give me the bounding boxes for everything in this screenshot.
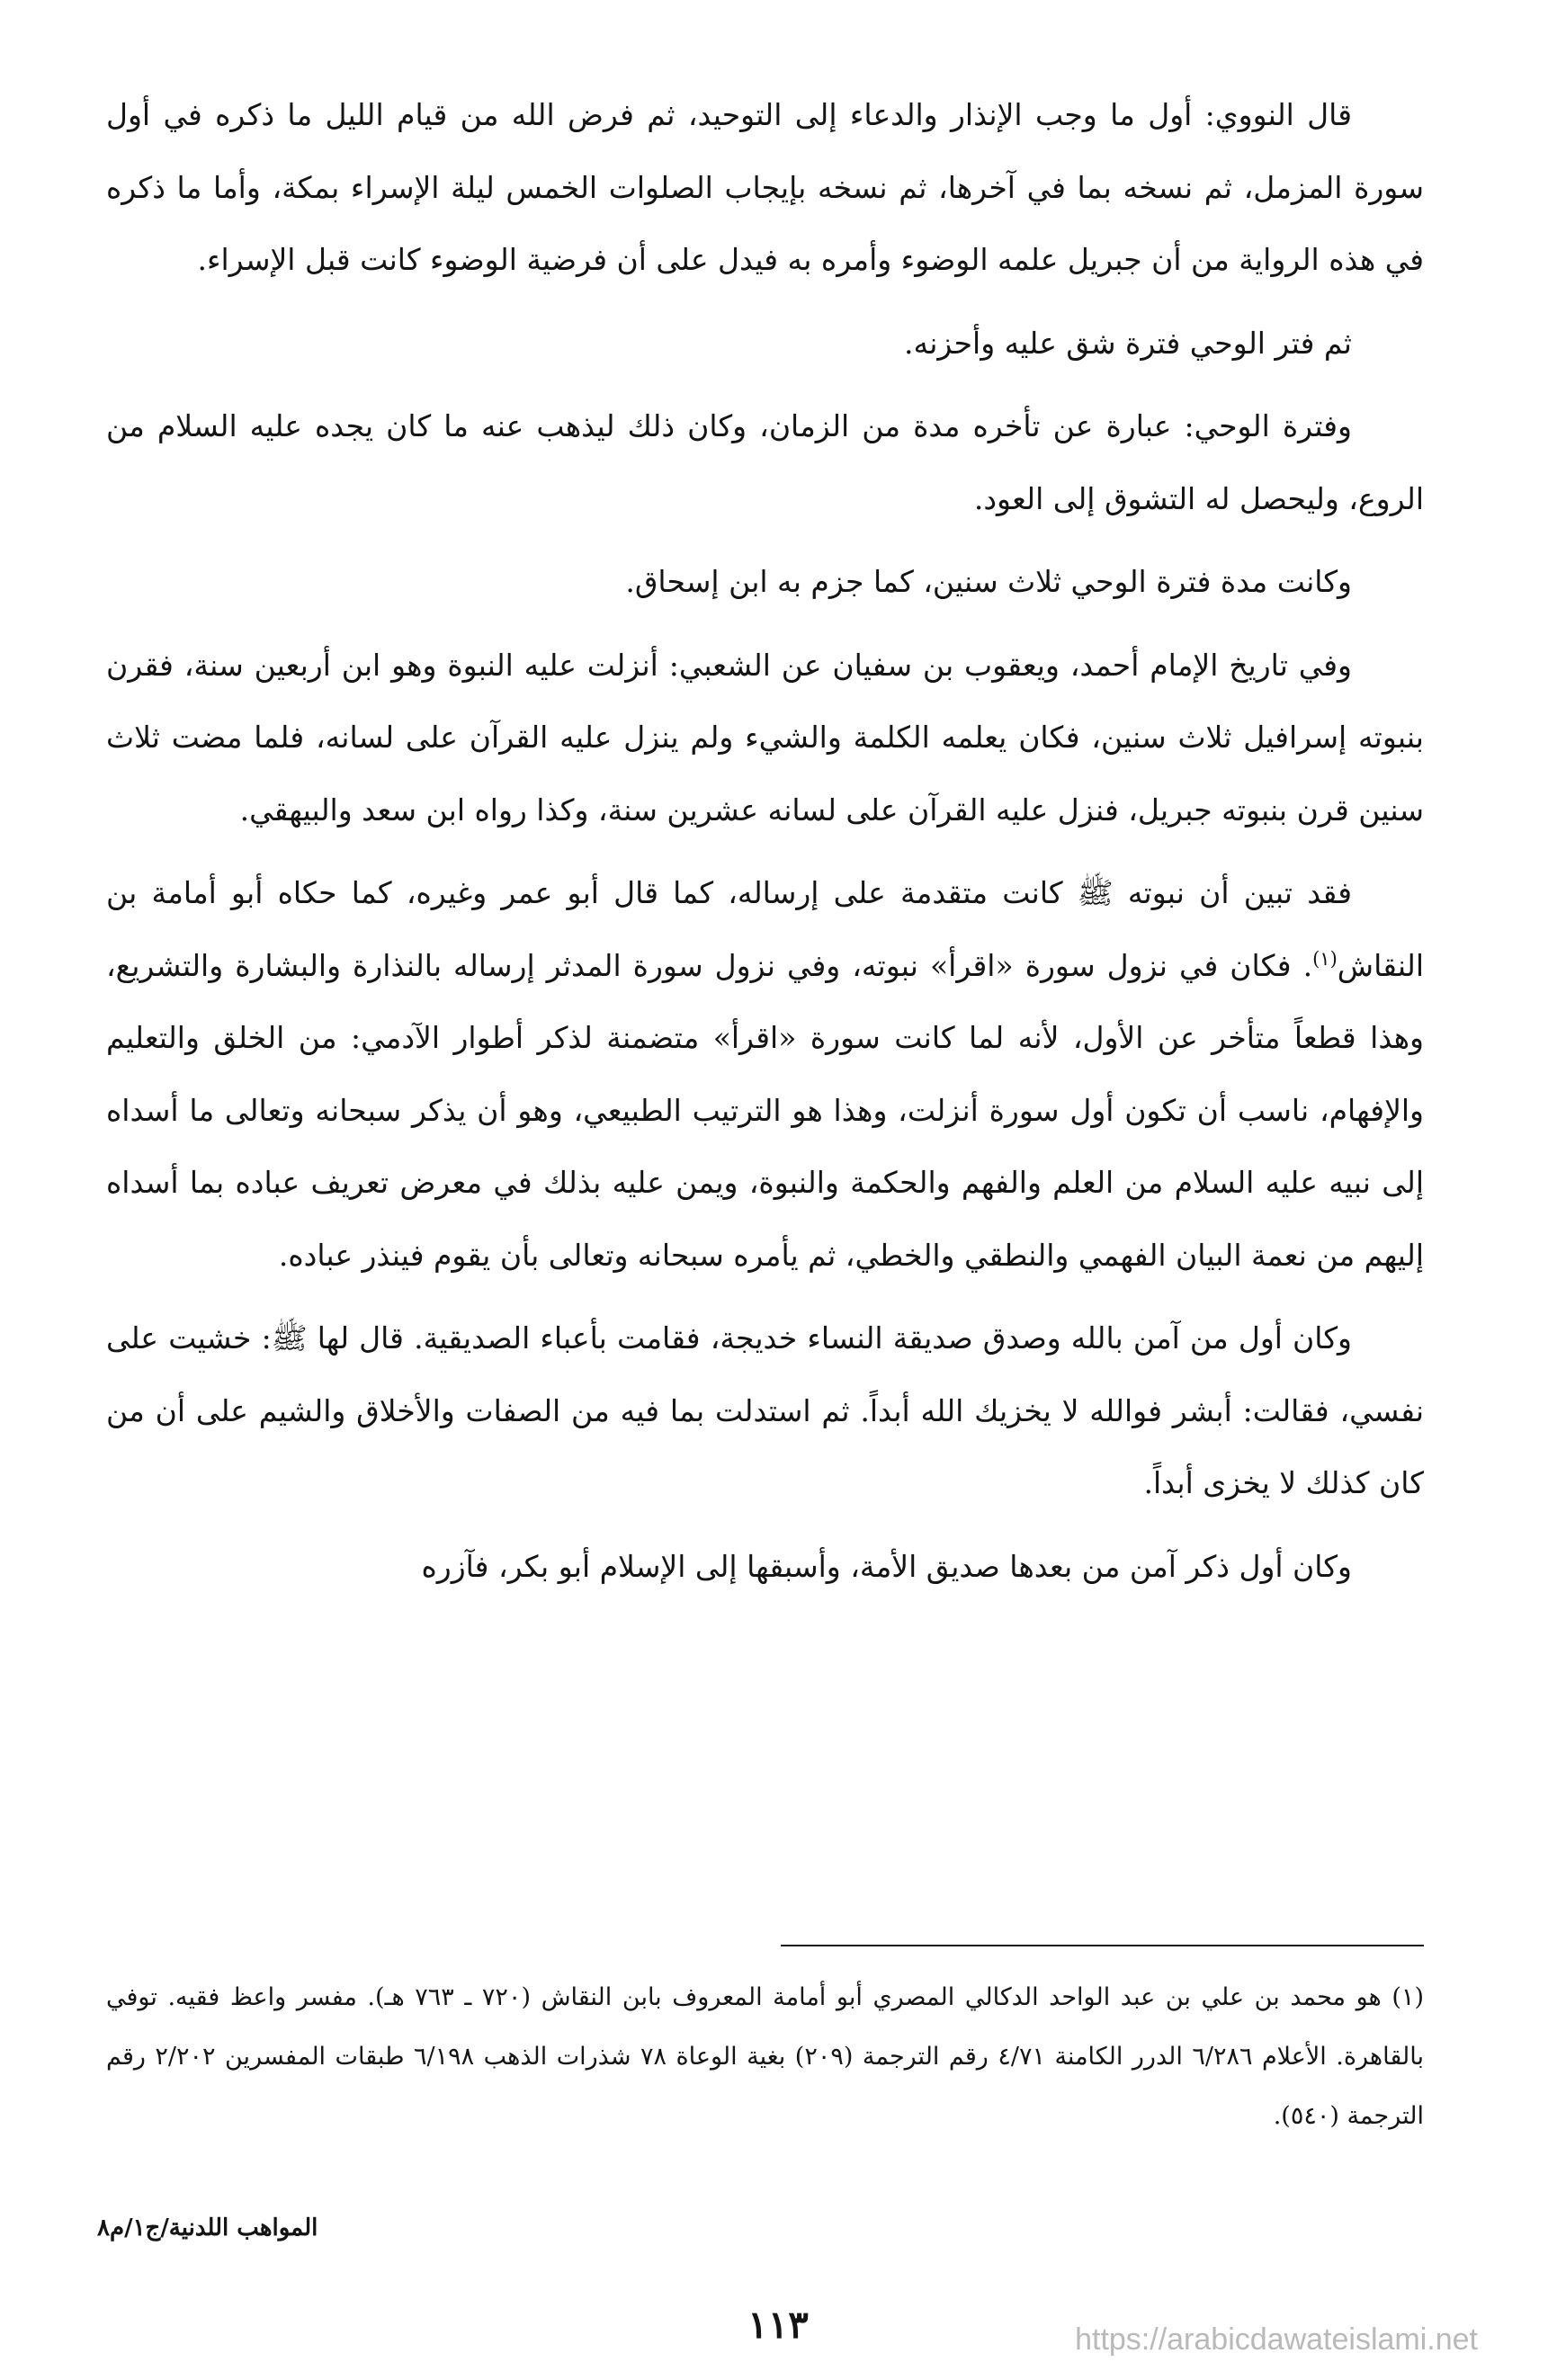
paragraph-khadija: وكان أول من آمن بالله وصدق صديقة النساء خديجة، فقامت بأعباء الصديقية. قال لها ﷺ: خشيت على نفسي، فقالت: أبشر فوالله لا يخزيك الله أبداً. ثم استدلت بما فيه من الصفات والأخلاق والشيم على أن من كان كذلك لا يخزى أبداً. (106, 1320, 1424, 1500)
paragraph-prophethood-part1: فقد تبين أن نبوته ﷺ كانت متقدمة على إرساله، كما قال أبو عمر وغيره، كما حكاه أبو أمامة بن النقاش (106, 875, 1424, 983)
main-text (106, 79, 1424, 1603)
page-number: ١١٣ (747, 2303, 809, 2347)
footnote-marker[interactable]: (١) (1312, 947, 1338, 970)
paragraph-prophethood-part2: . فكان في نزول سورة «اقرأ» نبوته، وفي نزول سورة المدثر إرساله بالنذارة والبشارة والتشريع، وهذا قطعاً متأخر عن الأول، لأنه لما كانت سورة «اقرأ» متضمنة لذكر أطوار الآدمي: من الخلق والتعليم والإفهام، ناسب أن تكون أول سورة أنزلت، وهذا هو الترتيب الطبيعي، وهو أن يذكر سبحانه وتعالى ما أسداه إلى نبيه عليه السلام من العلم والفهم والحكمة والنبوة، ويمن عليه بذلك في معرض تعريف عباده بما أسداه إليهم من نعمة البيان الفهمي والنطقي والخطي، ثم يأمره سبحانه وتعالى بأن يقوم فينذر عباده. (106, 947, 1424, 1273)
paragraph-ahmad-history: وفي تاريخ الإمام أحمد، ويعقوب بن سفيان عن الشعبي: أنزلت عليه النبوة وهو ابن أربعين سنة، فقرن بنبوته إسرافيل ثلاث سنين، فكان يعلمه الكلمة والشيء ولم ينزل عليه القرآن على لسانه، فلما مضت ثلاث سنين قرن بنبوته جبريل، فنزل عليه القرآن على لسانه عشرين سنة، وكذا رواه ابن سعد والبيهقي. (106, 647, 1424, 828)
paragraph-abu-bakr: وكان أول ذكر آمن من بعدها صديق الأمة، وأسبقها إلى الإسلام أبو بكر، فآزره (421, 1548, 1352, 1584)
paragraph-fatra: ثم فتر الوحي فترة شق عليه وأحزنه. (904, 325, 1352, 361)
footnote-text: (١) هو محمد بن علي بن عبد الواحد الدكالي المصري أبو أمامة المعروف بابن النقاش (٧٢٠ ـ ٧٦٣ هـ). مفسر واعظ فقيه. توفي بالقاهرة. الأعلام ٦/٢٨٦ الدرر الكامنة ٤/٧١ رقم الترجمة (٢٠٩) بغية الوعاة ٧٨ شذرات الذهب ٦/١٩٨ طبقات المفسرين ٢/٢٠٢ رقم الترجمة (٥٤٠). (106, 1983, 1425, 2130)
watermark-url[interactable]: https://arabicdawateislami.net (1075, 2322, 1478, 2357)
paragraph-prophethood (106, 857, 1424, 1292)
book-signature: المواهب اللدنية/ج١/م٨ (97, 2214, 318, 2241)
footnote-divider (781, 1945, 1424, 1946)
paragraph-fatra-duration: وكانت مدة فترة الوحي ثلاث سنين، كما جزم به ابن إسحاق. (625, 564, 1352, 599)
paragraph-fatra-definition: وفترة الوحي: عبارة عن تأخره مدة من الزمان، وكان ذلك ليذهب عنه ما كان يجده عليه السلام من الروع، وليحصل له التشوق إلى العود. (106, 408, 1424, 516)
paragraph-nawawi: قال النووي: أول ما وجب الإنذار والدعاء إلى التوحيد، ثم فرض الله من قيام الليل ما ذكره في أول سورة المزمل، ثم نسخه بما في آخرها، ثم نسخه بإيجاب الصلوات الخمس ليلة الإسراء بمكة، وأما ما ذكره في هذه الرواية من أن جبريل علمه الوضوء وأمره به فيدل على أن فرضية الوضوء كانت قبل الإسراء. (106, 97, 1424, 277)
